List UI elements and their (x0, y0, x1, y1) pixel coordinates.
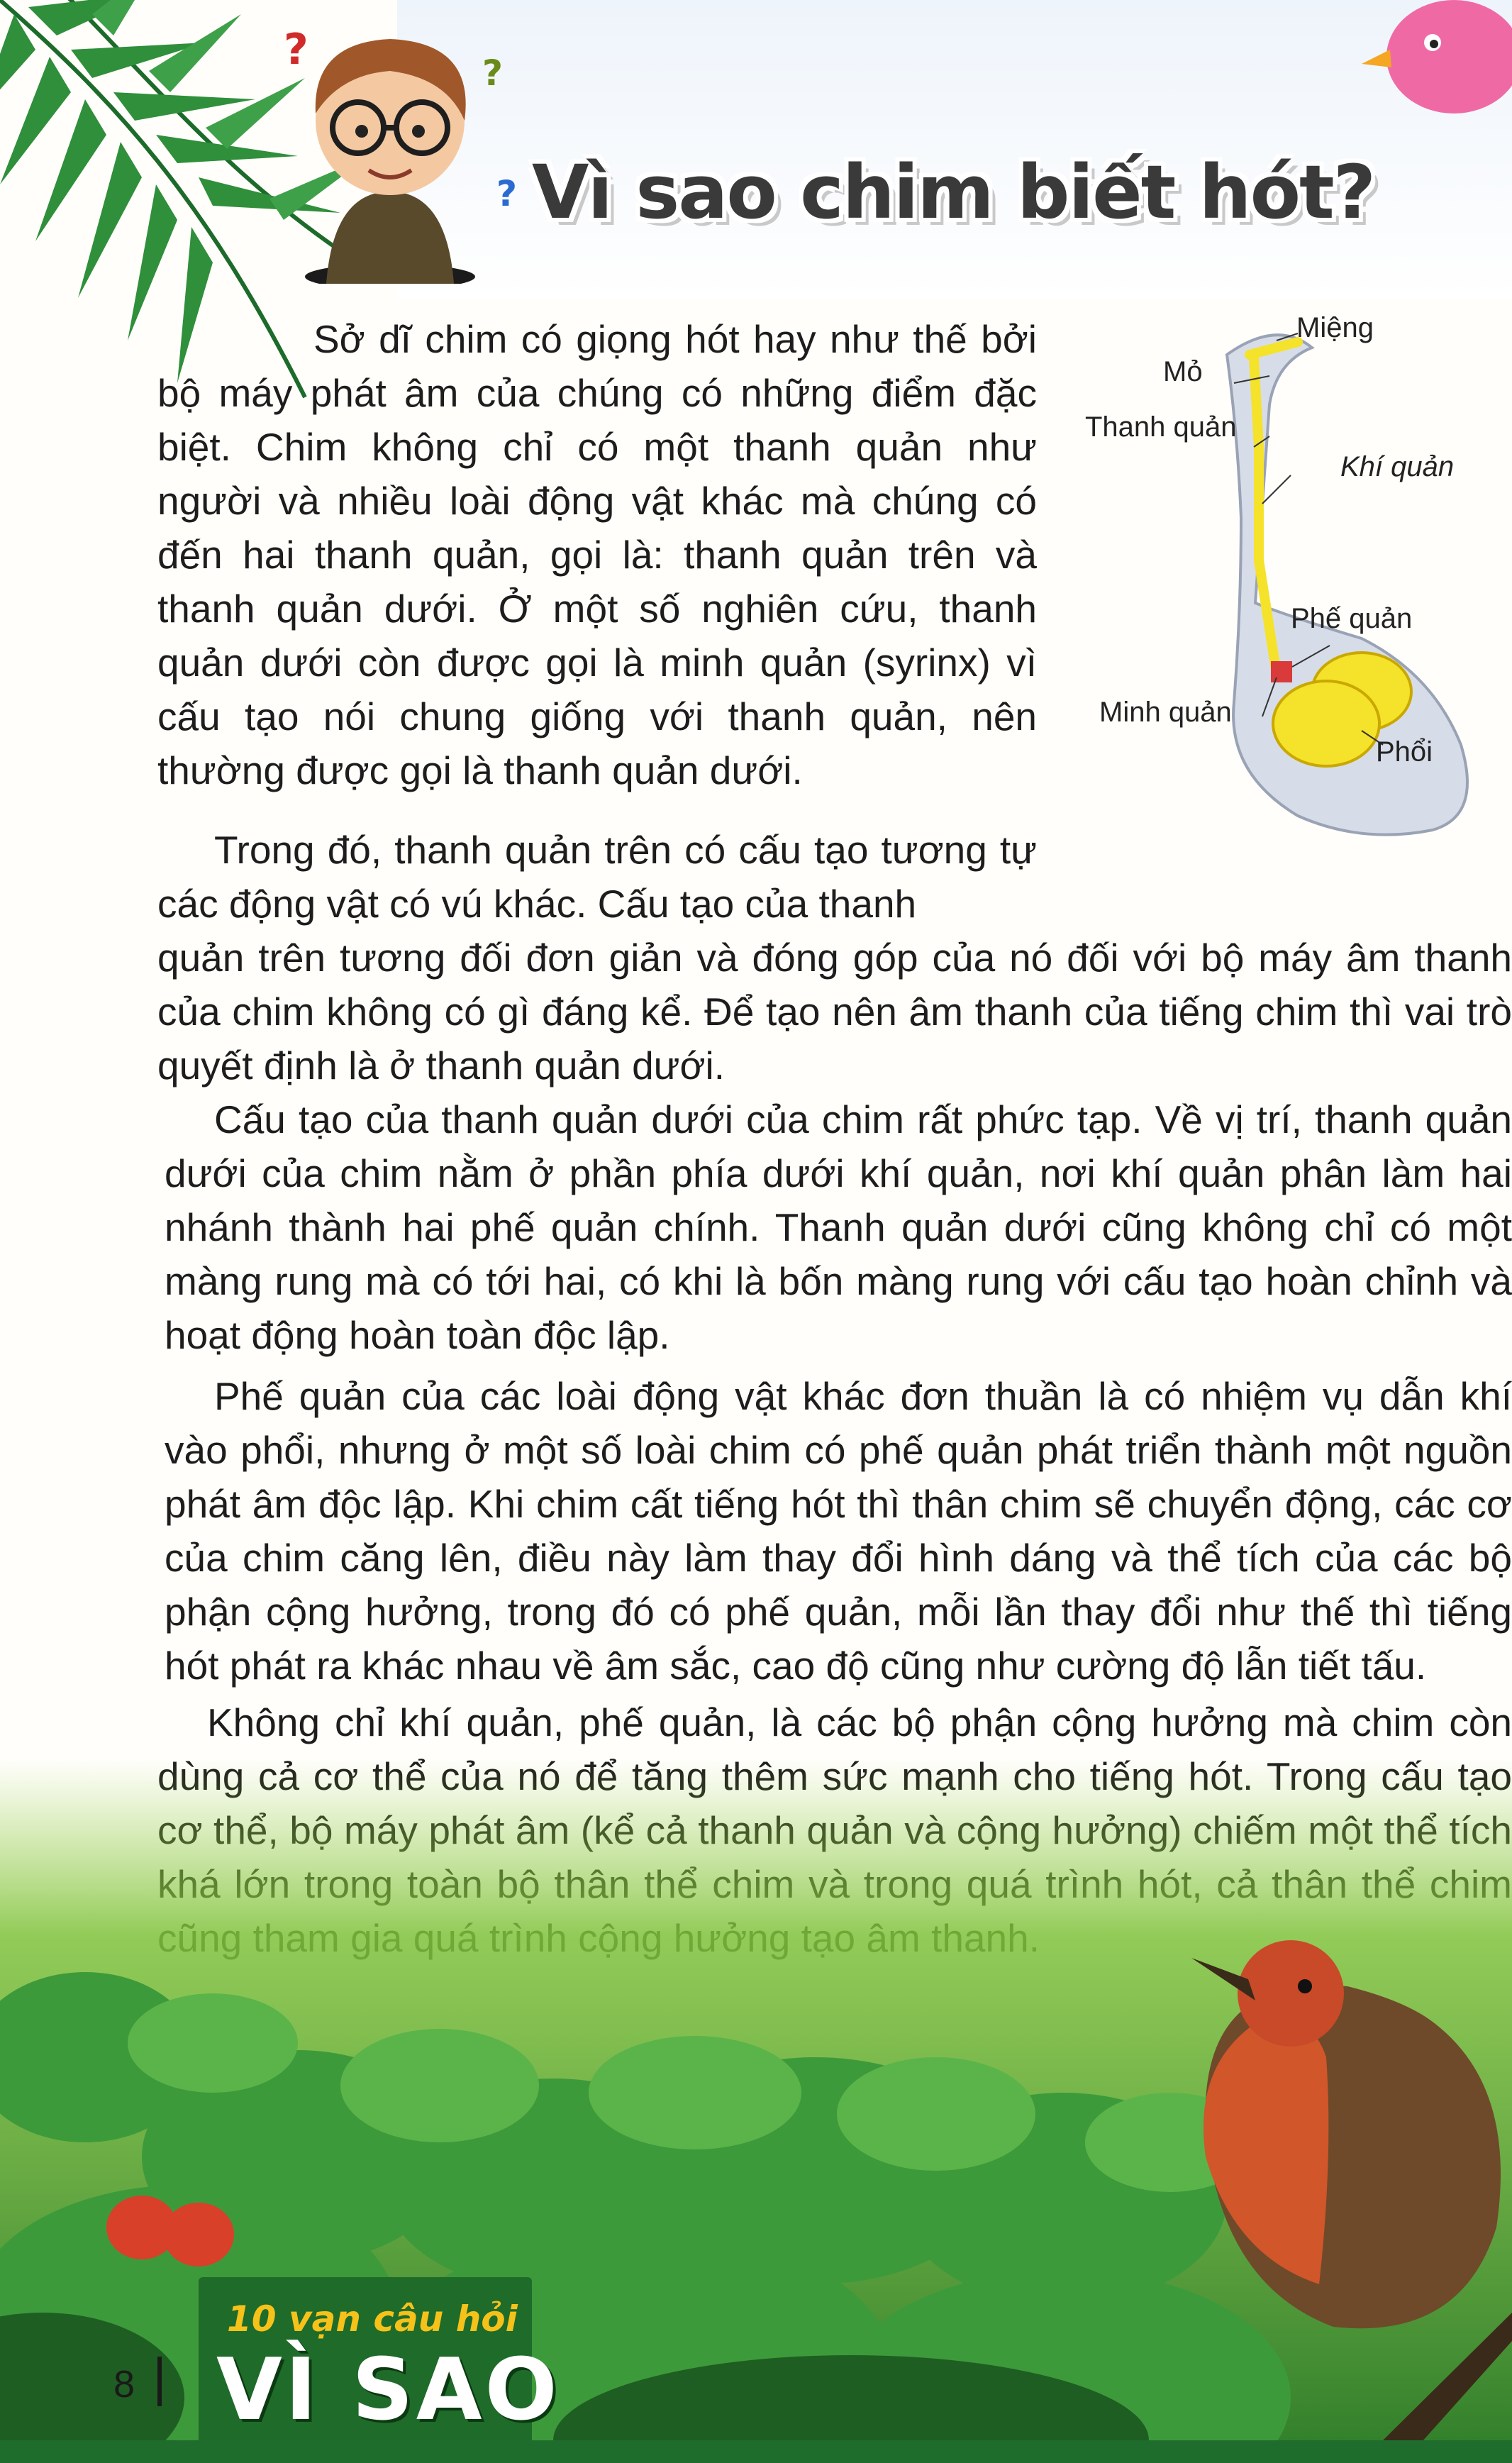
bird-silhouette (1064, 305, 1503, 844)
paragraph-upper-larynx-continued: quản trên tương đối đơn giản và đóng góp của nó đối với bộ máy âm thanh của chim không có gì đáng kể. Để tạo nên âm thanh của tiếng chim thì vai trò quyết định là ở thanh quản dưới. (157, 936, 1512, 1087)
bottom-border (0, 2440, 1512, 2463)
paragraph-resonance: Không chỉ khí quản, phế quản, là các bộ phận cộng hưởng mà chim còn (207, 1700, 1512, 1744)
label-minh-quan: Minh quản (1099, 697, 1232, 728)
paragraph-upper-larynx: Trong đó, thanh quản trên có cấu tạo tương tự các động vật có vú khác. Cấu tạo của thanh (157, 828, 1037, 926)
vocal-anatomy-diagram (1064, 305, 1503, 844)
page-number-divider (157, 2357, 162, 2406)
svg-text:?: ? (482, 52, 504, 94)
thinking-boy-illustration (269, 14, 525, 284)
page-title: Vì sao chim biết hót? (532, 149, 1375, 236)
label-khi-quan: Khí quản (1340, 451, 1455, 482)
paragraph-intro: Sở dĩ chim có giọng hót hay như thế bởi bộ máy phát âm của chúng có những điểm đặc biệt. Chim không chỉ có một thanh quản như người và nhiều loài động vật khác mà chúng có đến hai thanh quản, gọi là: thanh quản trên và thanh quản dưới. Ở một số nghiên cứu, thanh quản dưới còn được gọi là minh quản (syrinx) vì cấu tạo nói chung giống với thanh quản, nên thường được gọi là thanh quản dưới. (157, 317, 1037, 792)
pink-bird-illustration (1347, 0, 1512, 142)
label-mo: Mỏ (1163, 356, 1203, 387)
page-number: 8 (113, 2363, 135, 2406)
label-thanh-quan: Thanh quản (1085, 411, 1237, 443)
svg-text:?: ? (496, 173, 518, 214)
series-logo-subtitle: 10 vạn câu hỏi (227, 2298, 518, 2340)
label-mieng: Miệng (1296, 312, 1374, 343)
label-phe-quan: Phế quản (1291, 603, 1413, 634)
svg-text:?: ? (284, 25, 308, 74)
series-logo-title: VÌ SAO (216, 2341, 560, 2440)
paragraph-lower-larynx: Cấu tạo của thanh quản dưới của chim rất phức tạp. Về vị trí, thanh quản dưới của chim nằm ở phần phía dưới khí quản, nơi khí quản phân làm hai nhánh thành hai phế quản chính. Thanh quản dưới cũng không chỉ có một màng rung mà có tới hai, có khi là bốn màng rung với cấu tạo hoàn chỉnh và hoạt động hoàn toàn độc lập. (165, 1097, 1512, 1357)
paragraph-bronchi: Phế quản của các loài động vật khác đơn thuần là có nhiệm vụ dẫn khí vào phổi, nhưng ở một số loài chim có phế quản phát triển thành một nguồn phát âm độc lập. Khi chim cất tiếng hót thì thân chim sẽ chuyển động, các cơ của chim căng lên, điều này làm thay đổi hình dáng và thể tích của các bộ phận cộng hưởng, trong đó có phế quản, mỗi lần thay đổi như thế thì tiếng hót phát ra khác nhau về âm sắc, cao độ cũng như cường độ lẫn tiết tấu. (165, 1374, 1512, 1688)
label-phoi: Phổi (1376, 736, 1433, 768)
